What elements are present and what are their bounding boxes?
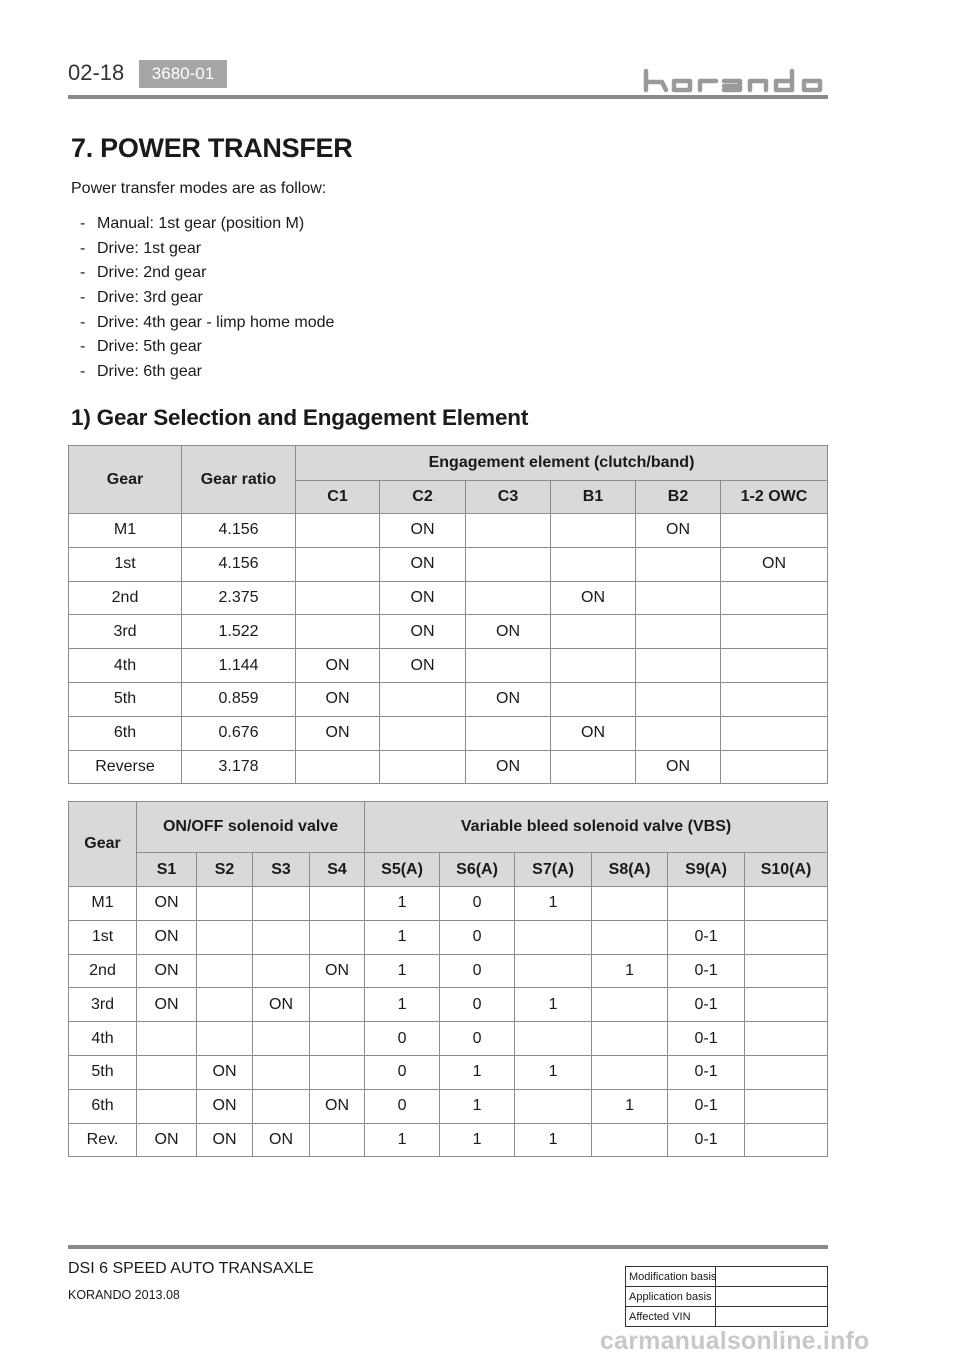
table-cell: ON: [137, 1123, 197, 1157]
table-cell: ON: [380, 615, 466, 649]
table-cell: [515, 920, 592, 954]
affected-vin-label: Affected VIN: [626, 1307, 716, 1327]
subheader-cell: C1: [296, 481, 380, 514]
list-dash: -: [80, 289, 86, 307]
gear-engagement-table: [68, 445, 828, 784]
table-row: [69, 649, 828, 683]
table-cell: [466, 716, 551, 750]
mode-text: Drive: 4th gear - limp home mode: [97, 313, 335, 331]
table-cell: [310, 920, 365, 954]
table-cell: 1st: [69, 547, 182, 581]
table-cell: [636, 682, 721, 716]
table-cell: [466, 514, 551, 548]
subsection-title: 1) Gear Selection and Engagement Element: [71, 405, 529, 430]
table-cell: [721, 682, 828, 716]
table-cell: [253, 1022, 310, 1056]
page-number: 02-18: [68, 60, 125, 85]
table-cell: 3rd: [69, 988, 137, 1022]
subheader-cell: S9(A): [668, 853, 745, 887]
table-cell: ON: [636, 750, 721, 784]
table-cell: [310, 1123, 365, 1157]
table-cell: [253, 954, 310, 988]
table-cell: ON: [721, 547, 828, 581]
table-cell: 0: [365, 1089, 440, 1123]
table-cell: 0.676: [182, 716, 296, 750]
table-cell: ON: [310, 1089, 365, 1123]
subheader-cell: S5(A): [365, 853, 440, 887]
table-cell: 0: [440, 988, 515, 1022]
mode-text: Drive: 5th gear: [97, 338, 202, 356]
section-title: 7. POWER TRANSFER: [71, 133, 353, 163]
subheader-cell: B2: [636, 481, 721, 514]
table-cell: ON: [253, 1123, 310, 1157]
table-cell: [636, 581, 721, 615]
table-cell: [592, 1022, 668, 1056]
table-cell: [592, 1055, 668, 1089]
table-cell: [380, 716, 466, 750]
revision-box: [625, 1266, 828, 1327]
table-cell: ON: [551, 581, 636, 615]
table-cell: [380, 750, 466, 784]
table-cell: 4th: [69, 1022, 137, 1056]
subheader-cell: S4: [310, 853, 365, 887]
table-cell: 3rd: [69, 615, 182, 649]
list-dash: -: [80, 264, 86, 282]
table-cell: [721, 750, 828, 784]
subheader-cell: S3: [253, 853, 310, 887]
subheader-cell: S7(A): [515, 853, 592, 887]
table-cell: 1: [592, 954, 668, 988]
table-cell: 4.156: [182, 547, 296, 581]
table-cell: [636, 649, 721, 683]
table-cell: [197, 920, 253, 954]
list-dash: -: [80, 338, 86, 356]
application-basis-value: [716, 1287, 828, 1307]
section-code-badge: 3680-01: [139, 60, 227, 88]
table-cell: [310, 988, 365, 1022]
table-cell: 0-1: [668, 1055, 745, 1089]
table-cell: [745, 988, 828, 1022]
subheader-cell: C2: [380, 481, 466, 514]
table-cell: Rev.: [69, 1123, 137, 1157]
table-cell: ON: [310, 954, 365, 988]
table-cell: 1: [365, 920, 440, 954]
table-cell: 2.375: [182, 581, 296, 615]
table-cell: [636, 547, 721, 581]
table-cell: [137, 1055, 197, 1089]
table-cell: 1: [440, 1055, 515, 1089]
table-cell: [745, 954, 828, 988]
subheader-cell: S8(A): [592, 853, 668, 887]
table-cell: [745, 1089, 828, 1123]
table-cell: ON: [197, 1123, 253, 1157]
table-cell: ON: [197, 1055, 253, 1089]
modification-basis-value: [716, 1267, 828, 1287]
table-cell: 0: [440, 887, 515, 921]
table-cell: [466, 581, 551, 615]
table-cell: ON: [296, 716, 380, 750]
table-cell: 0-1: [668, 1022, 745, 1056]
table-cell: 1: [440, 1123, 515, 1157]
table-cell: 1st: [69, 920, 137, 954]
table-cell: [253, 1055, 310, 1089]
table-cell: [515, 1089, 592, 1123]
footer-title: DSI 6 SPEED AUTO TRANSAXLE: [68, 1260, 314, 1277]
table-cell: [551, 547, 636, 581]
table-cell: 5th: [69, 682, 182, 716]
table-cell: Reverse: [69, 750, 182, 784]
mode-text: Manual: 1st gear (position M): [97, 215, 305, 232]
table-cell: [197, 954, 253, 988]
table-cell: [592, 887, 668, 921]
subheader-cell: S1: [137, 853, 197, 887]
table-cell: 0: [440, 920, 515, 954]
mode-item: [80, 237, 334, 262]
korando-logo: [642, 68, 828, 94]
footer-date: KORANDO 2013.08: [68, 1288, 180, 1302]
table-cell: ON: [137, 887, 197, 921]
table-cell: ON: [380, 514, 466, 548]
table-cell: 1: [440, 1089, 515, 1123]
table-row: [69, 750, 828, 784]
table-row: [69, 1055, 828, 1089]
table-cell: [253, 887, 310, 921]
table-cell: [636, 716, 721, 750]
subheader-cell: B1: [551, 481, 636, 514]
application-basis-label: Application basis: [626, 1287, 716, 1307]
table-cell: [197, 887, 253, 921]
table-row: [69, 887, 828, 921]
table-row: [69, 988, 828, 1022]
mode-item: [80, 261, 334, 286]
table-cell: [380, 682, 466, 716]
table-cell: [745, 1055, 828, 1089]
table-cell: [515, 954, 592, 988]
subheader-cell: 1-2 OWC: [721, 481, 828, 514]
table-cell: 5th: [69, 1055, 137, 1089]
mode-item: [80, 335, 334, 360]
table-cell: 6th: [69, 1089, 137, 1123]
table-cell: 0.859: [182, 682, 296, 716]
table-cell: [197, 1022, 253, 1056]
subheader-cell: S2: [197, 853, 253, 887]
table-cell: 0: [440, 1022, 515, 1056]
table-row: [69, 581, 828, 615]
table-cell: [592, 1123, 668, 1157]
table-row: [69, 547, 828, 581]
intro-text: Power transfer modes are as follow:: [71, 180, 327, 197]
table-cell: 1: [515, 887, 592, 921]
table-cell: 4th: [69, 649, 182, 683]
table-cell: 1: [592, 1089, 668, 1123]
mode-text: Drive: 6th gear: [97, 363, 202, 381]
table-cell: [721, 514, 828, 548]
table-cell: M1: [69, 514, 182, 548]
table-row: [69, 615, 828, 649]
footer-rule: [68, 1245, 828, 1249]
table-cell: [197, 988, 253, 1022]
power-transfer-modes-list: [80, 212, 334, 385]
table-cell: 3.178: [182, 750, 296, 784]
table-cell: [515, 1022, 592, 1056]
table-cell: ON: [380, 649, 466, 683]
table-cell: M1: [69, 887, 137, 921]
mode-text: Drive: 2nd gear: [97, 264, 207, 282]
table-cell: ON: [380, 581, 466, 615]
table-cell: [721, 716, 828, 750]
table-cell: [745, 1123, 828, 1157]
table-cell: [551, 615, 636, 649]
table-cell: [551, 514, 636, 548]
table-cell: [551, 750, 636, 784]
list-dash: -: [80, 313, 86, 331]
table-cell: [466, 649, 551, 683]
table-cell: [745, 1022, 828, 1056]
table-cell: [296, 750, 380, 784]
table-cell: 1.522: [182, 615, 296, 649]
table-cell: [721, 649, 828, 683]
table-cell: 1: [365, 887, 440, 921]
list-dash: -: [80, 215, 86, 232]
table-cell: 1: [365, 988, 440, 1022]
table-cell: 2nd: [69, 954, 137, 988]
table-cell: ON: [137, 920, 197, 954]
header-rule: [68, 95, 828, 99]
affected-vin-value: [716, 1307, 828, 1327]
table-cell: [721, 615, 828, 649]
table-cell: 1: [365, 954, 440, 988]
table-row: [69, 514, 828, 548]
table-cell: [296, 514, 380, 548]
table-row: [69, 954, 828, 988]
table-cell: 0: [440, 954, 515, 988]
header-on-off-solenoid: ON/OFF solenoid valve: [137, 802, 365, 853]
table-row: [69, 682, 828, 716]
header-gear: Gear: [69, 802, 137, 887]
mode-text: Drive: 3rd gear: [97, 289, 203, 307]
solenoid-valve-table: [68, 801, 828, 1157]
subheader-cell: S6(A): [440, 853, 515, 887]
table-cell: [296, 615, 380, 649]
list-dash: -: [80, 239, 86, 257]
table-row: [69, 920, 828, 954]
table-row: [69, 1123, 828, 1157]
table-cell: 2nd: [69, 581, 182, 615]
table-cell: [137, 1089, 197, 1123]
mode-text: Drive: 1st gear: [97, 239, 202, 257]
mode-item: [80, 212, 334, 237]
header-gear-ratio: Gear ratio: [182, 446, 296, 514]
mode-item: [80, 360, 334, 385]
table-cell: ON: [466, 615, 551, 649]
mode-item: [80, 286, 334, 311]
table-row: [69, 1089, 828, 1123]
table-cell: [466, 547, 551, 581]
table-cell: [592, 988, 668, 1022]
table-cell: [253, 920, 310, 954]
table-cell: ON: [466, 682, 551, 716]
table-cell: [296, 581, 380, 615]
header-vbs: Variable bleed solenoid valve (VBS): [365, 802, 828, 853]
table-cell: 1: [515, 1123, 592, 1157]
table-cell: [310, 1055, 365, 1089]
table-cell: ON: [137, 954, 197, 988]
table-cell: [668, 887, 745, 921]
table-cell: [551, 649, 636, 683]
subheader-cell: C3: [466, 481, 551, 514]
table-cell: [592, 920, 668, 954]
table-cell: 1: [365, 1123, 440, 1157]
table-cell: [137, 1022, 197, 1056]
table-cell: [636, 615, 721, 649]
table-cell: 1: [515, 1055, 592, 1089]
table-cell: ON: [137, 988, 197, 1022]
table-cell: ON: [466, 750, 551, 784]
table-row: [69, 1022, 828, 1056]
table-cell: 6th: [69, 716, 182, 750]
table-cell: ON: [296, 682, 380, 716]
table-cell: 0: [365, 1022, 440, 1056]
subheader-cell: S10(A): [745, 853, 828, 887]
table-cell: ON: [197, 1089, 253, 1123]
table-cell: ON: [551, 716, 636, 750]
table-cell: ON: [380, 547, 466, 581]
table-cell: ON: [253, 988, 310, 1022]
table-cell: [253, 1089, 310, 1123]
table-cell: 1: [515, 988, 592, 1022]
list-dash: -: [80, 363, 86, 381]
table-cell: [310, 887, 365, 921]
table-cell: 0-1: [668, 954, 745, 988]
table-cell: 0-1: [668, 920, 745, 954]
table-cell: 4.156: [182, 514, 296, 548]
table-cell: [721, 581, 828, 615]
table-cell: 0: [365, 1055, 440, 1089]
table-cell: 1.144: [182, 649, 296, 683]
header-engagement-element: Engagement element (clutch/band): [296, 446, 828, 481]
header-gear: Gear: [69, 446, 182, 514]
table-cell: 0-1: [668, 1089, 745, 1123]
table-cell: ON: [296, 649, 380, 683]
table-cell: [551, 682, 636, 716]
table-cell: [745, 887, 828, 921]
table-cell: [310, 1022, 365, 1056]
watermark: carmanualsonline.info: [600, 1327, 870, 1355]
table-cell: ON: [636, 514, 721, 548]
table-cell: 0-1: [668, 988, 745, 1022]
modification-basis-label: Modification basis: [626, 1267, 716, 1287]
mode-item: [80, 311, 334, 336]
table-row: [69, 716, 828, 750]
table-cell: 0-1: [668, 1123, 745, 1157]
table-cell: [296, 547, 380, 581]
table-cell: [745, 920, 828, 954]
